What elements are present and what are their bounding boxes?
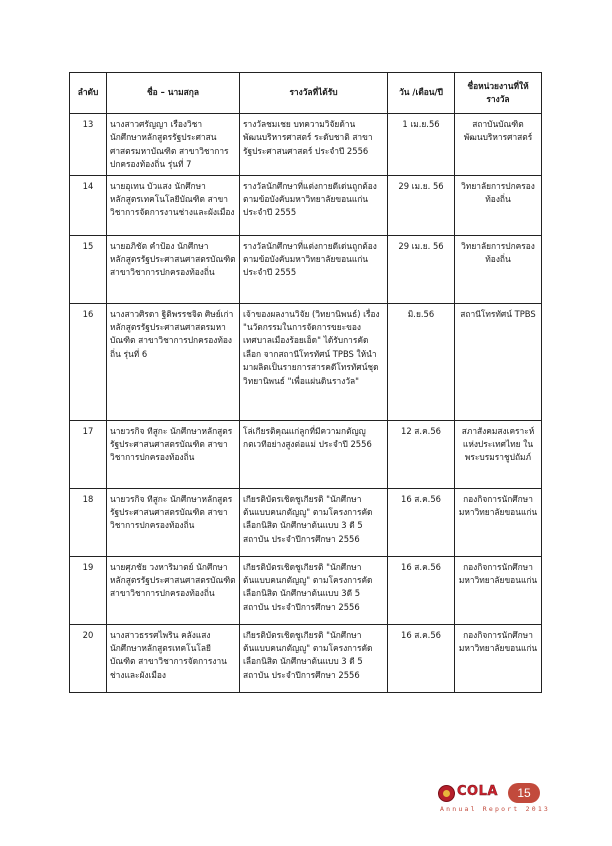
cell-org: กองกิจการนักศึกษา มหาวิทยาลัยขอนแก่น (455, 624, 542, 692)
cell-award: รางวัลชมเชย บทความวิจัยด้านพัฒนบริหารศาสตร์ ระดับชาติ สาขารัฐประศาสนศาสตร์ ประจำปี 2556 (240, 114, 388, 176)
cell-name: นายวรกิจ ทีสูกะ นักศึกษาหลักสูตรรัฐประศาสนศาสตรบัณฑิต สาขาวิชาการปกครองท้องถิ่น (107, 488, 240, 556)
cell-name: นางสาวศรัญญา เรืองวิชา นักศึกษาหลักสูตรรัฐประศาสนศาสตรมหาบัณฑิต สาขาวิชาการปกครองท้องถิ่น รุ่นที่ 7 (107, 114, 240, 176)
table-body (70, 114, 542, 693)
cell-award: รางวัลนักศึกษาที่แต่งกายดีเด่นถูกต้องตามข้อบังคับมหาวิทยาลัยขอนแก่น ประจำปี 2555 (240, 175, 388, 235)
cell-org: กองกิจการนักศึกษา มหาวิทยาลัยขอนแก่น (455, 556, 542, 624)
table-header (70, 73, 542, 114)
table-row (70, 303, 542, 420)
cell-org: กองกิจการนักศึกษา มหาวิทยาลัยขอนแก่น (455, 488, 542, 556)
cell-no: 15 (70, 235, 107, 303)
header-name: ชื่อ – นามสกุล (107, 73, 240, 114)
awards-table (69, 72, 542, 693)
cell-no: 17 (70, 420, 107, 488)
cell-date: 16 ส.ค.56 (388, 488, 455, 556)
table-row (70, 624, 542, 692)
cell-award: เจ้าของผลงานวิจัย (วิทยานิพนธ์) เรื่อง "นวัตกรรมในการจัดการขยะของเทศบาลเมืองร้อยเอ็ด" ได้รับการคัดเลือก จากสถานีโทรทัศน์ TPBS ให้นำมาผลิตเป็นรายการสารคดีโทรทัศน์ชุดวิทยานิพนธ์ "เพื่อแผ่นดินรางวัล" (240, 303, 388, 420)
cell-no: 14 (70, 175, 107, 235)
cell-date: 12 ส.ค.56 (388, 420, 455, 488)
cell-date: 16 ส.ค.56 (388, 556, 455, 624)
cell-date: 29 เม.ย. 56 (388, 235, 455, 303)
cell-name: นายอภิชัต คำป้อง นักศึกษาหลักสูตรรัฐประศาสนศาสตรบัณฑิต สาขาวิชาการปกครองท้องถิ่น (107, 235, 240, 303)
cola-logo: COLA (457, 784, 498, 799)
cell-name: นายวรกิจ ทีสูกะ นักศึกษาหลักสูตรรัฐประศาสนศาสตรบัณฑิต สาขาวิชาการปกครองท้องถิ่น (107, 420, 240, 488)
cell-award: โล่เกียรติคุณแก่ลูกที่มีความกตัญญูกตเวทีอย่างสูงต่อแม่ ประจำปี 2556 (240, 420, 388, 488)
cell-no: 16 (70, 303, 107, 420)
cell-no: 20 (70, 624, 107, 692)
cell-award: เกียรติบัตรเชิดชูเกียรติ "นักศึกษาต้นแบบคนกตัญญู" ตามโครงการคัดเลือกนิสิต นักศึกษาต้นแบบ 3 ดี 5 สถาบัน ประจำปีการศึกษา 2556 (240, 624, 388, 692)
cell-date: 1 เม.ย.56 (388, 114, 455, 176)
cell-no: 19 (70, 556, 107, 624)
cell-date: 29 เม.ย. 56 (388, 175, 455, 235)
table-row (70, 114, 542, 176)
cell-date: 16 ส.ค.56 (388, 624, 455, 692)
cell-award: รางวัลนักศึกษาที่แต่งกายดีเด่นถูกต้องตามข้อบังคับมหาวิทยาลัยขอนแก่น ประจำปี 2555 (240, 235, 388, 303)
table-row (70, 488, 542, 556)
table-row (70, 420, 542, 488)
cell-award: เกียรติบัตรเชิดชูเกียรติ "นักศึกษาต้นแบบคนกตัญญู" ตามโครงการคัดเลือกนิสิต นักศึกษาต้นแบบ 3 ดี 5 สถาบัน ประจำปีการศึกษา 2556 (240, 488, 388, 556)
page-number: 15 (508, 783, 540, 803)
page-footer (438, 783, 551, 817)
cell-name: นางสาวศิรดา ฐิติพรรชจิต ศิษย์เก่าหลักสูตรรัฐประศาสนศาสตรมหาบัณฑิต สาขาวิชาการปกครองท้องถิ่น รุ่นที่ 6 (107, 303, 240, 420)
cell-name: นายศุภชัย วงหาริมาตย์ นักศึกษาหลักสูตรรัฐประศาสนศาสตรบัณฑิต สาขาวิชาการปกครองท้องถิ่น (107, 556, 240, 624)
header-org: ชื่อหน่วยงานที่ให้รางวัล (455, 73, 542, 114)
cell-org: สถาบันบัณฑิตพัฒนบริหารศาสตร์ (455, 114, 542, 176)
college-seal-icon (438, 785, 455, 802)
header-no: ลำดับ (70, 73, 107, 114)
annual-report-label: Annual Report 2013 (440, 805, 551, 813)
cell-no: 18 (70, 488, 107, 556)
cell-no: 13 (70, 114, 107, 176)
table-row (70, 556, 542, 624)
cell-date: มิ.ย.56 (388, 303, 455, 420)
header-award: รางวัลที่ได้รับ (240, 73, 388, 114)
cell-org: วิทยาลัยการปกครองท้องถิ่น (455, 175, 542, 235)
table-row (70, 235, 542, 303)
cell-name: นางสาวธรรศไพริน คลังแสง นักศึกษาหลักสูตรเทคโนโลยีบัณฑิต สาขาวิชาการจัดการงานช่างและผังเมือง (107, 624, 240, 692)
cell-org: สภาสังคมสงเคราะห์แห่งประเทศไทย ในพระบรมราชูปถัมภ์ (455, 420, 542, 488)
cell-org: สถานีโทรทัศน์ TPBS (455, 303, 542, 420)
header-date: วัน /เดือน/ปี (388, 73, 455, 114)
cell-name: นายอุเทน บัวแสง นักศึกษาหลักสูตรเทคโนโลยีบัณฑิต สาขาวิชาการจัดการงานช่างและผังเมือง (107, 175, 240, 235)
table-row (70, 175, 542, 235)
cell-org: วิทยาลัยการปกครองท้องถิ่น (455, 235, 542, 303)
cell-award: เกียรติบัตรเชิดชูเกียรติ "นักศึกษาต้นแบบคนกตัญญู" ตามโครงการคัดเลือกนิสิต นักศึกษาต้นแบบ 3ดี 5 สถาบัน ประจำปีการศึกษา 2556 (240, 556, 388, 624)
